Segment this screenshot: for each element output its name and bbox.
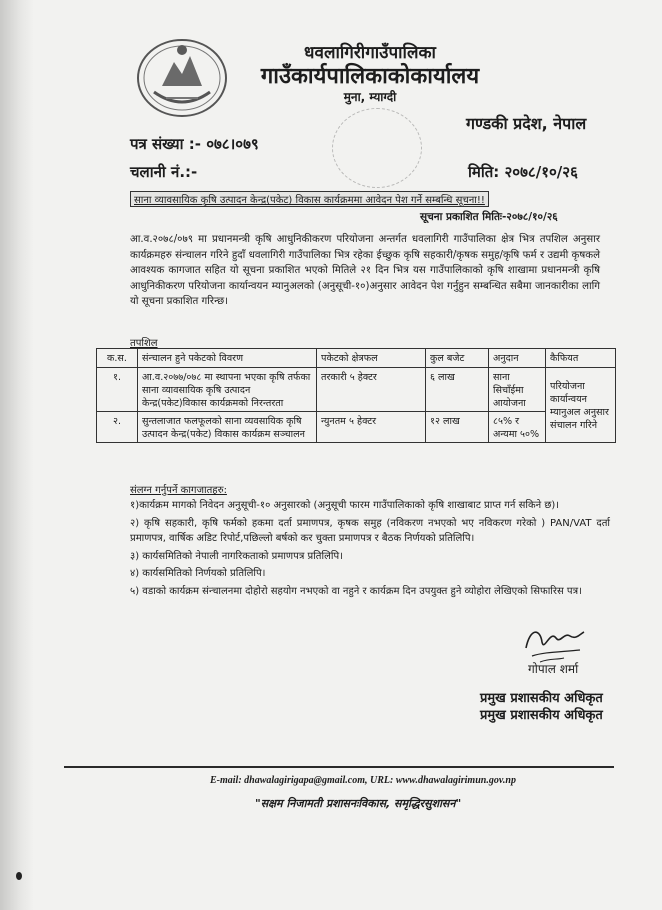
table-caption: तपशिल (130, 338, 158, 349)
province-label: गण्डकी प्रदेश, नेपाल (466, 114, 587, 133)
notice-body: आ.व.२०७८/०७९ मा प्रधानमन्त्री कृषि आधुनिकीकरण परियोजना अन्तर्गत धवलागिरी गाउँपालिका क्षेत्र भित्र तपशिल अनुसार कार्यक्रमहरु संन्चालन गरिने हुदाँ धवलागिरी गाउँपालिका भित्र रहेका ईच्छुक कृषि सहकारी/कृषक समुह/कृषि फर्म र उद्यमी कृषकले आवश्यक कागजात सहित यो सूचना प्रकाशित भएको मितिले २१ दिन भित्र यस गाउँपालिकाको कृषि शाखामा प्रधानमन्त्री कृषि आधुनिकीकरण परियोजना कार्यान्वयन म्यानुअलको (अनुसूची-१०)अनुसार आवेदन पेश गर्नुहुन सम्बन्धित सबैमा जानकारीका लागि यो सूचना प्रकाशित गरिन्छ। (130, 234, 600, 307)
cell-remark: परियोजना कार्यान्वयन म्यानुअल अनुसार संचालन गरिने (546, 368, 616, 443)
letter-number: पत्र संख्या :- ०७८।०७९ (130, 135, 259, 153)
signer-designation-stamp: प्रमुख प्रशासकीय अधिकृत (480, 708, 603, 723)
notice-published-date: सूचना प्रकाशित मितिः-२०७८/१०/२६ (420, 211, 558, 223)
footer-motto: "सक्षम निजामती प्रशासनःविकास, समृद्धिरसुशासन" (255, 797, 462, 810)
table-header-row (97, 349, 616, 368)
signer-name: गोपाल शर्मा (528, 662, 579, 676)
office-title: गाउँकार्यपालिकाकोकार्यालय (260, 64, 480, 89)
table-row (97, 368, 616, 412)
cell-grant: साना सिचाँईमा आयोजना (489, 368, 546, 412)
dispatch-number: चलानी नं.:- (130, 163, 198, 181)
cell-grant: ८५% र अन्यमा ५०% (489, 412, 546, 443)
letter-date: मिति: २०७८/१०/२६ (468, 163, 578, 181)
list-item: २) कृषि सहकारी, कृषि फर्मको हकमा दर्ता प्रमाणपत्र, कृषक समुह (नविकरण नभएको भए नविकरण गरेको ) PAN/VAT दर्ता प्रमाणपत्र, वार्षिक अडिट रिपोर्ट,पछिल्लो बर्षको कर चुक्ता प्रमाणपत्र र बैठक निर्णयको प्रतिलिपि। (130, 517, 610, 544)
list-item: ३) कार्यसमितिको नेपाली नागरिकताको प्रमाणपत्र प्रतिलिपि। (130, 550, 343, 562)
cell-sn: १. (97, 368, 138, 412)
cell-sn: २. (97, 412, 138, 443)
signer-designation: प्रमुख प्रशासकीय अधिकृत (480, 691, 603, 706)
col-header-sn: क.स. (97, 349, 138, 368)
documents-list (130, 498, 610, 601)
subject-line: साना व्यावसायिक कृषि उत्पादन केन्द्र(पकेट) विकास कार्यक्रममा आवेदन पेश गर्ने सम्बन्धि सूचना!! (130, 191, 489, 207)
scan-speck (16, 872, 22, 880)
list-item: ५) वडाको कार्यक्रम संन्चालनमा दोहोरो सहयोग नभएको वा नहुने र कार्यक्रम दिन उपयुक्त हुने व्योहोरा लेखिएको सिफारिस पत्र। (130, 585, 582, 597)
scan-edge-shadow (0, 0, 34, 910)
cell-budget: ६ लाख (426, 368, 489, 412)
cell-description: आ.व.२०७७/०७८ मा स्थापना भएका कृषि तर्फका साना व्यावसायिक कृषि उत्पादन केन्द्र(पकेट)विकास कार्यक्रमको निरन्तरता (138, 368, 317, 412)
col-header-remark: कैफियत (546, 349, 616, 368)
footer-contact: E-mail: dhawalagirigapa@gmail.com, URL: www.dhawalagirimun.gov.np (210, 775, 516, 786)
office-name: धवलागिरीगाउँपालिका (304, 43, 436, 63)
list-item: ४) कार्यसमितिको निर्णयको प्रतिलिपि। (130, 568, 266, 579)
nepal-emblem-icon (132, 28, 232, 120)
cell-description: सुन्तलाजात फलफूलको साना व्यवसायिक कृषि उत्पादन केन्द्र(पकेट) विकास कार्यक्रम सञ्चालन (138, 412, 317, 443)
cell-area: न्युनतम ५ हेक्टर (317, 412, 426, 443)
table-row (97, 412, 616, 443)
cell-budget: १२ लाख (426, 412, 489, 443)
footer-divider (64, 766, 614, 768)
office-seal-stamp (332, 108, 422, 188)
col-header-budget: कुल बजेट (426, 349, 489, 368)
office-location: मुना, म्याग्दी (343, 90, 397, 104)
col-header-area: पकेटको क्षेत्रफल (317, 349, 426, 368)
col-header-description: संन्चालन हुने पकेटको विवरण (138, 349, 317, 368)
documents-title: संलग्न गर्नुपर्ने कागजातहरु: (130, 485, 227, 496)
list-item: १)कार्यक्रम मागको निवेदन अनुसूची-१० अनुसारको (अनुसूची फारम गाउँपालिकाको कृषि शाखाबाट प्राप्त गर्न सकिने छ)। (130, 500, 560, 511)
cell-area: तरकारी ५ हेक्टर (317, 368, 426, 412)
col-header-grant: अनुदान (489, 349, 546, 368)
program-table (96, 348, 616, 443)
